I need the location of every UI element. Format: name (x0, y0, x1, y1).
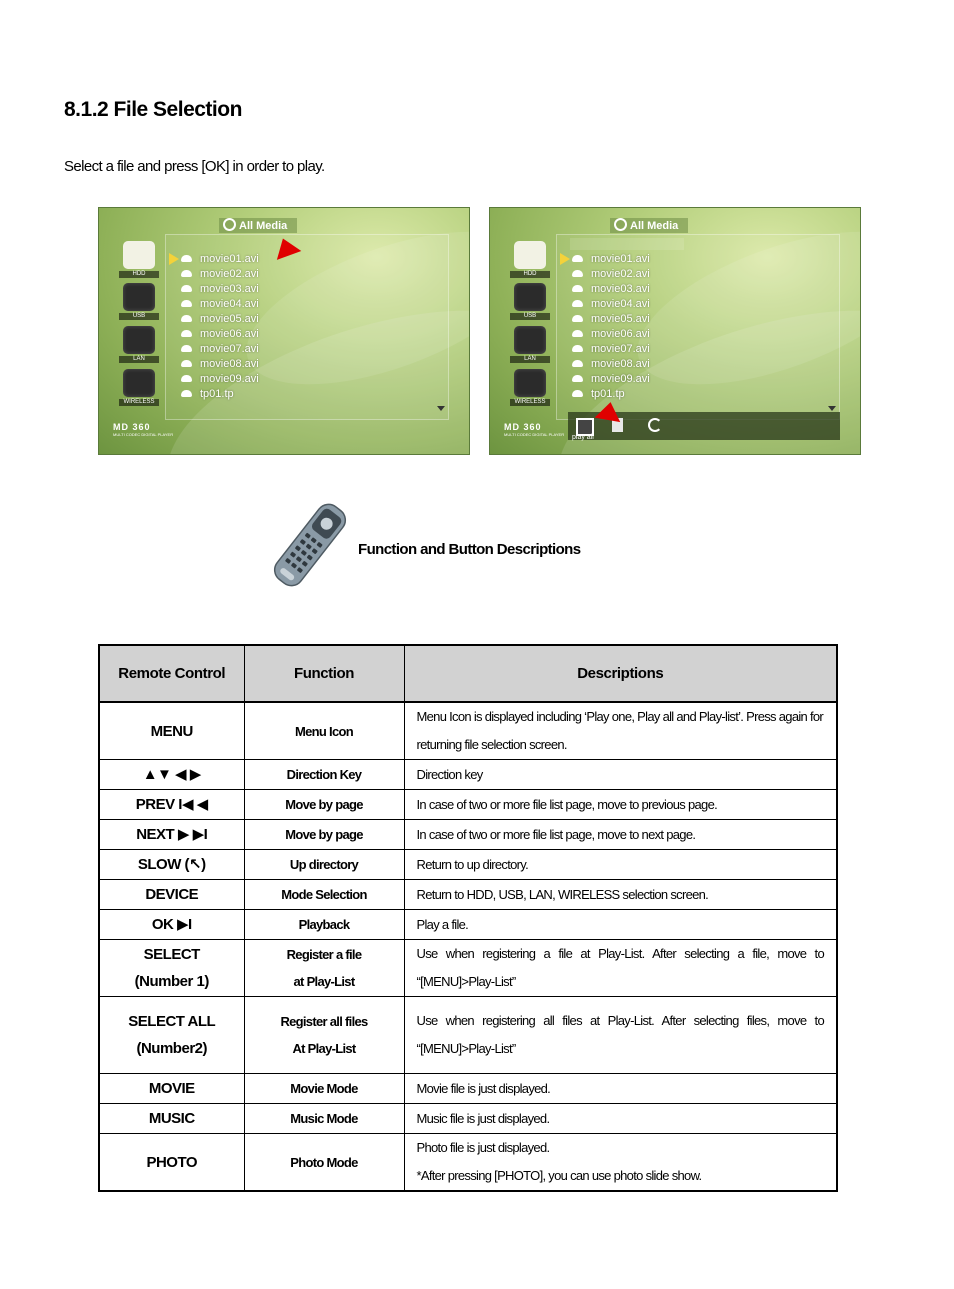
file-item[interactable]: movie02.avi (572, 267, 650, 282)
file-item[interactable]: movie04.avi (181, 297, 259, 312)
file-icon (572, 300, 583, 307)
function-cell: Register a file at Play-List (244, 940, 404, 997)
file-item[interactable]: tp01.tp (572, 387, 650, 402)
device-lan[interactable]: LAN (510, 326, 550, 363)
file-icon (181, 285, 192, 292)
file-list (181, 252, 259, 402)
remote-key-cell: SELECT (Number 1) (99, 940, 244, 997)
device-wireless[interactable]: WIRELESS (119, 369, 159, 406)
file-icon (181, 360, 192, 367)
remote-key-cell: SELECT ALL (Number2) (99, 997, 244, 1074)
file-item[interactable]: movie06.avi (572, 327, 650, 342)
function-cell: Mode Selection (244, 880, 404, 910)
function-cell: Direction Key (244, 760, 404, 790)
description-cell: Photo file is just displayed. *After pressing [PHOTO], you can use photo slide show. (404, 1134, 837, 1192)
description-cell: Menu Icon is displayed including ‘Play one, Play all and Play-list’. Press again for returning file selection screen. (404, 702, 837, 760)
file-item[interactable]: movie02.avi (181, 267, 259, 282)
media-title: All Media (219, 218, 297, 233)
function-cell: Photo Mode (244, 1134, 404, 1192)
description-cell: Music file is just displayed. (404, 1104, 837, 1134)
remote-key-cell: DEVICE (99, 880, 244, 910)
file-item[interactable]: movie03.avi (572, 282, 650, 297)
wireless-icon (514, 369, 546, 397)
section-heading: 8.1.2 File Selection (64, 98, 242, 121)
hdd-icon (123, 241, 155, 269)
file-icon (572, 390, 583, 397)
description-cell: In case of two or more file list page, move to next page. (404, 820, 837, 850)
function-cell: Music Mode (244, 1104, 404, 1134)
intro-text: Select a file and press [OK] in order to play. (64, 158, 325, 175)
table-row (99, 1104, 837, 1134)
brand-logo: MD 360 MULTI CODEC DIGITAL PLAYER (504, 422, 565, 437)
description-cell: In case of two or more file list page, move to previous page. (404, 790, 837, 820)
file-item[interactable]: movie09.avi (181, 372, 259, 387)
remote-key-cell: MOVIE (99, 1074, 244, 1104)
file-icon (181, 330, 192, 337)
file-item[interactable]: movie07.avi (572, 342, 650, 357)
device-lan[interactable]: LAN (119, 326, 159, 363)
file-icon (181, 300, 192, 307)
file-item[interactable]: movie05.avi (572, 312, 650, 327)
file-item[interactable]: movie03.avi (181, 282, 259, 297)
file-icon (572, 360, 583, 367)
lan-icon (123, 326, 155, 354)
file-list (572, 252, 650, 402)
table-row (99, 820, 837, 850)
function-cell: Menu Icon (244, 702, 404, 760)
remote-key-cell: MENU (99, 702, 244, 760)
remote-key-cell: SLOW (↖) (99, 850, 244, 880)
search-icon (614, 218, 627, 231)
table-row (99, 1134, 837, 1192)
file-icon (181, 345, 192, 352)
header-descriptions: Descriptions (404, 645, 837, 702)
table-row (99, 850, 837, 880)
remote-caption: Function and Button Descriptions (358, 541, 581, 558)
device-hdd[interactable]: HDD (119, 241, 159, 278)
file-icon (572, 255, 583, 262)
function-cell: Move by page (244, 790, 404, 820)
table-row (99, 880, 837, 910)
description-cell: Movie file is just displayed. (404, 1074, 837, 1104)
description-cell: Use when registering a file at Play-List. After selecting a file, move to “[MENU]>Play-List” (404, 940, 837, 997)
description-cell: Use when registering all files at Play-List. After selecting files, move to “[MENU]>Play-List” (404, 997, 837, 1074)
brand-logo: MD 360 MULTI CODEC DIGITAL PLAYER (113, 422, 174, 437)
description-cell: Play a file. (404, 910, 837, 940)
description-cell: Return to up directory. (404, 850, 837, 880)
usb-icon (123, 283, 155, 311)
function-cell: Movie Mode (244, 1074, 404, 1104)
table-row (99, 760, 837, 790)
file-icon (572, 375, 583, 382)
function-cell: Up directory (244, 850, 404, 880)
file-icon (572, 330, 583, 337)
file-icon (181, 390, 192, 397)
file-icon (181, 255, 192, 262)
wireless-icon (123, 369, 155, 397)
file-icon (572, 285, 583, 292)
device-usb[interactable]: USB (510, 283, 550, 320)
return-icon[interactable] (648, 418, 662, 432)
file-item[interactable]: movie09.avi (572, 372, 650, 387)
description-cell: Direction key (404, 760, 837, 790)
table-row (99, 790, 837, 820)
usb-icon (514, 283, 546, 311)
file-icon (181, 375, 192, 382)
remote-key-cell: OK ▶I (99, 910, 244, 940)
function-cell: Register all files At Play-List (244, 997, 404, 1074)
file-item[interactable]: movie05.avi (181, 312, 259, 327)
remote-key-cell: PREV I◀ ◀ (99, 790, 244, 820)
remote-key-cell: MUSIC (99, 1104, 244, 1134)
file-item[interactable]: tp01.tp (181, 387, 259, 402)
selection-arrow-icon (169, 253, 179, 265)
media-title: All Media (610, 218, 688, 233)
remote-key-cell: ▲▼ ◀ ▶ (99, 760, 244, 790)
device-hdd[interactable]: HDD (510, 241, 550, 278)
file-item[interactable]: movie01.avi (181, 252, 259, 267)
file-icon (572, 345, 583, 352)
toolbar-label: play all (572, 434, 594, 441)
device-usb[interactable]: USB (119, 283, 159, 320)
device-wireless[interactable]: WIRELESS (510, 369, 550, 406)
file-icon (572, 270, 583, 277)
table-row (99, 1074, 837, 1104)
remote-control-icon (262, 497, 358, 593)
header-function: Function (244, 645, 404, 702)
file-item[interactable]: movie08.avi (181, 357, 259, 372)
table-row (99, 702, 837, 760)
selection-arrow-icon (560, 253, 570, 265)
table-row (99, 997, 837, 1074)
search-icon (223, 218, 236, 231)
description-cell: Return to HDD, USB, LAN, WIRELESS selection screen. (404, 880, 837, 910)
function-cell: Move by page (244, 820, 404, 850)
file-icon (181, 270, 192, 277)
table-row (99, 910, 837, 940)
hdd-icon (514, 241, 546, 269)
file-item[interactable]: movie01.avi (572, 252, 650, 267)
lan-icon (514, 326, 546, 354)
file-item[interactable]: movie08.avi (572, 357, 650, 372)
scroll-down-icon[interactable] (828, 406, 836, 411)
remote-key-cell: NEXT ▶ ▶I (99, 820, 244, 850)
file-item[interactable]: movie06.avi (181, 327, 259, 342)
header-remote-control: Remote Control (99, 645, 244, 702)
file-icon (181, 315, 192, 322)
button-description-table (98, 644, 838, 1192)
scroll-down-icon[interactable] (437, 406, 445, 411)
file-item[interactable]: movie07.avi (181, 342, 259, 357)
table-header-row (99, 645, 837, 702)
file-icon (572, 315, 583, 322)
remote-key-cell: PHOTO (99, 1134, 244, 1192)
table-row (99, 940, 837, 997)
file-item[interactable]: movie04.avi (572, 297, 650, 312)
function-cell: Playback (244, 910, 404, 940)
screenshot-file-list-toolbar (489, 207, 861, 455)
screenshot-file-list (98, 207, 470, 455)
